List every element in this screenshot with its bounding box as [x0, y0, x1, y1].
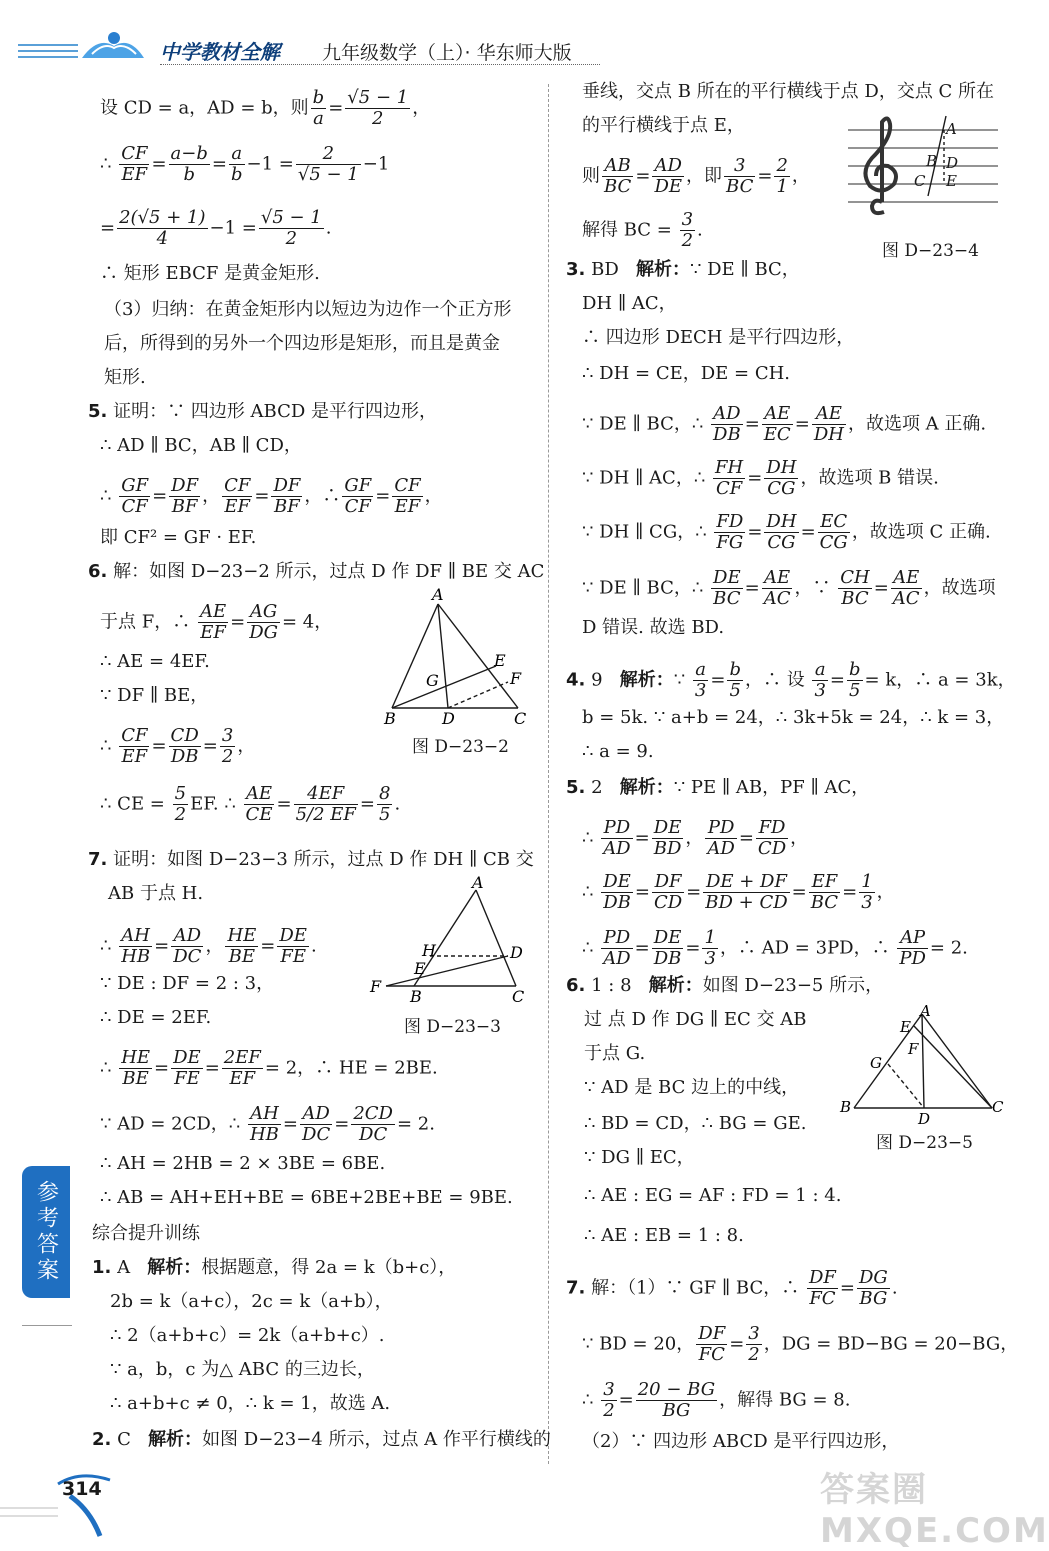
line: ∵ AD = 2CD，∴ $\frac{AH}{HB}$ = $\frac{AD}{DC}$ = $\frac{2CD}{DC}$ = 2. — [100, 1103, 435, 1145]
line: ∵ DH ∥ CG，∴ $\frac{FD}{FG}$ = $\frac{DH}{CG}$ = $\frac{EC}{CG}$ ，故选项 C 正确. — [582, 511, 991, 553]
svg-text:D: D — [442, 709, 455, 728]
line: ∵ DG ∥ EC， — [584, 1147, 695, 1168]
svg-text:F: F — [510, 669, 522, 688]
synthesis-2: 2. C 解析：如图 D−23−4 所示，过点 A 作平行横线的 — [92, 1429, 551, 1450]
svg-text:B: B — [410, 987, 422, 1006]
line: ∵ DF ∥ BE， — [100, 685, 209, 706]
column-divider — [548, 84, 549, 1464]
svg-text:C: C — [512, 987, 525, 1006]
synthesis-3: 3. BD 解析：∵ DE ∥ BC， — [566, 259, 800, 280]
line: ∵ DH ∥ AC，∴ $\frac{FH}{CF}$ = $\frac{DH}{CG}$ ，故选项 B 错误. — [582, 457, 939, 499]
line: 于点 G. — [584, 1043, 646, 1064]
line: ∴ 四边形 DECH 是平行四边形， — [582, 327, 855, 348]
series-title: 中学教材全解 — [160, 40, 280, 64]
svg-text:B: B — [384, 709, 396, 728]
svg-text:A: A — [920, 1002, 931, 1020]
line: ∴ $\frac{CF}{EF}$ = $\frac{CD}{DB}$ = $\frac{3}{2}$ ， — [100, 725, 256, 767]
line: ∴ $\frac{AH}{HB}$ = $\frac{AD}{DC}$ ， $\frac{HE}{BE}$ = $\frac{DE}{FE}$ . — [100, 925, 317, 967]
line: 设 CD = a，AD = b，则 $\frac{b}{a}$ = $\frac{√5 - 1}{2}$ ， — [100, 87, 431, 129]
line: ∴ a+b+c ≠ 0，∴ k = 1，故选 A. — [110, 1393, 391, 1414]
line: ∴ DH = CE，DE = CH. — [582, 363, 791, 384]
page-corner-decoration — [0, 1470, 120, 1536]
line: AB 于点 H. — [108, 883, 204, 904]
line: 后，所得到的另外一个四边形是矩形，而且是黄金 — [104, 333, 500, 354]
figure-d-23-5 — [838, 1002, 1008, 1128]
synthesis-4: 4. 9 解析：∵ $\frac{a}{3}$ = $\frac{b}{5}$ ，∴ 设 $\frac{a}{3}$ = $\frac{b}{5}$ = k，∴ a = 3k， — [566, 659, 1016, 701]
svg-text:F: F — [370, 977, 382, 996]
figure-caption: 图 D−23−2 — [412, 737, 509, 757]
figure-d-23-4 — [848, 112, 1000, 224]
line: 过 点 D 作 DG ∥ EC 交 AB — [584, 1009, 807, 1030]
line: ∴ $\frac{3}{2}$ = $\frac{20 - BG}{BG}$ ，解得 BG = 8. — [582, 1379, 851, 1421]
line: 2b = k（a+c），2c = k（a+b）， — [110, 1291, 393, 1312]
svg-text:A: A — [946, 120, 957, 138]
sidebar-tab-answers: 参考答案 — [22, 1166, 70, 1298]
line: ∴ $\frac{DE}{DB}$ = $\frac{DF}{CD}$ = $\frac{DE + DF}{BD + CD}$ = $\frac{EF}{BC}$ = $\frac{1}{3}$ ， — [582, 871, 895, 913]
line: ∴ CE = $\frac{5}{2}$ EF. ∴ $\frac{AE}{CE}$ = $\frac{4EF}{5/2 EF}$ = $\frac{8}{5}$ . — [100, 783, 401, 825]
synthesis-6: 6. 1 : 8 解析：如图 D−23−5 所示， — [566, 975, 884, 996]
svg-text:A: A — [472, 873, 484, 892]
page-header — [0, 0, 1014, 70]
line: 即 CF² = GF · EF. — [100, 527, 257, 548]
header-rule — [160, 64, 600, 65]
subject-title: 九年级数学（上）· 华东师大版 — [322, 42, 572, 64]
svg-text:E: E — [414, 959, 426, 978]
fraction: $\frac{b}{a}$ — [312, 87, 325, 129]
question-6: 6. 解：如图 D−23−2 所示，过点 D 作 DF ∥ BE 交 AC — [88, 561, 545, 582]
sidebar-rule — [22, 1325, 72, 1326]
svg-text:F: F — [908, 1040, 919, 1058]
line: ∵ DE : DF = 2 : 3， — [100, 973, 275, 994]
header-decoration — [18, 40, 78, 62]
page-number: 314 — [62, 1478, 102, 1500]
section-heading: 综合提升训练 — [92, 1223, 200, 1244]
question-5: 5. 证明：∵ 四边形 ABCD 是平行四边形， — [88, 401, 438, 422]
svg-text:E: E — [494, 651, 506, 670]
synthesis-1: 1. A 解析：根据题意，得 2a = k（b+c）， — [92, 1257, 457, 1278]
line: ∵ BD = 20， $\frac{DF}{FC}$ = $\frac{3}{2}$ ，DG = BD−BG = 20−BG， — [582, 1323, 1019, 1365]
figure-d-23-3 — [368, 873, 538, 1006]
line: ∴ a = 9. — [582, 741, 654, 762]
book-logo-icon — [78, 28, 148, 64]
svg-text:G: G — [870, 1054, 882, 1072]
line: ∴ AD ∥ BC，AB ∥ CD， — [100, 435, 302, 456]
line: （2）∵ 四边形 ABCD 是平行四边形， — [582, 1431, 900, 1452]
line: b = 5k. ∵ a+b = 24，∴ 3k+5k = 24，∴ k = 3， — [582, 707, 1005, 728]
line: 于点 F，∴ $\frac{AE}{EF}$ = $\frac{AG}{DG}$ = 4， — [100, 601, 333, 643]
figure-d-23-2 — [378, 586, 538, 726]
line: ∴ $\frac{GF}{CF}$ = $\frac{DF}{BF}$ ， $\frac{CF}{EF}$ = $\frac{DF}{BF}$ ，∴ $\frac{GF}{CF}$ = $\frac{CF}{EF}$ ， — [100, 475, 443, 517]
svg-text:B: B — [840, 1098, 852, 1116]
figure-caption: 图 D−23−4 — [882, 241, 979, 261]
line: ∵ DE ∥ BC，∴ $\frac{DE}{BC}$ = $\frac{AE}{AC}$ ，∵ $\frac{CH}{BC}$ = $\frac{AE}{AC}$ ，故选项 — [582, 567, 996, 609]
line: = $\frac{2(√5 + 1)}{4}$ −1 = $\frac{√5 - 1}{2}$ . — [100, 207, 332, 249]
svg-text:C: C — [992, 1098, 1004, 1116]
svg-text:D: D — [510, 943, 523, 962]
line: ∴ DE = 2EF. — [100, 1007, 212, 1028]
line: ∴ $\frac{PD}{AD}$ = $\frac{DE}{DB}$ = $\frac{1}{3}$ ，∴ AD = 3PD，∴ $\frac{AP}{PD}$ = 2. — [582, 927, 968, 969]
line: ∴ AE : EB = 1 : 8. — [584, 1225, 744, 1246]
line: ∴ AB = AH+EH+BE = 6BE+2BE+BE = 9BE. — [100, 1187, 513, 1208]
svg-text:C: C — [914, 172, 926, 190]
question-7: 7. 证明：如图 D−23−3 所示，过点 D 作 DH ∥ CB 交 — [88, 849, 534, 870]
watermark: 答案圈 MXQE.COM — [820, 1470, 1049, 1551]
line: ∵ AD 是 BC 边上的中线， — [584, 1077, 800, 1098]
figure-caption: 图 D−23−3 — [404, 1017, 501, 1037]
line: 的平行横线于点 E， — [582, 115, 745, 136]
svg-text:D: D — [918, 1110, 931, 1128]
line: （3）归纳：在黄金矩形内以短边为边作一个正方形 — [104, 299, 512, 320]
line: ∴ 矩形 EBCF 是黄金矩形. — [100, 263, 320, 284]
line: ∴ 2（a+b+c）= 2k（a+b+c）. — [110, 1325, 385, 1346]
line: ∴ BD = CD，∴ BG = GE. — [584, 1113, 807, 1134]
line: ∵ DE ∥ BC，∴ $\frac{AD}{DB}$ = $\frac{AE}{EC}$ = $\frac{AE}{DH}$ ，故选项 A 正确. — [582, 403, 987, 445]
line: 矩形. — [104, 367, 146, 388]
svg-text:C: C — [514, 709, 527, 728]
line: 则 $\frac{AB}{BC}$ = $\frac{AD}{DE}$ ，即 $\frac{3}{BC}$ = $\frac{2}{1}$ ， — [582, 155, 810, 197]
line: D 错误. 故选 BD. — [582, 617, 725, 638]
svg-text:G: G — [426, 671, 439, 690]
svg-text:B: B — [926, 152, 938, 170]
line: ∵ a，b，c 为△ ABC 的三边长， — [110, 1359, 375, 1380]
line: ∴ AE : EG = AF : FD = 1 : 4. — [584, 1185, 842, 1206]
line: ∴ $\frac{PD}{AD}$ = $\frac{DE}{BD}$ ， $\frac{PD}{AD}$ = $\frac{FD}{CD}$ ， — [582, 817, 809, 859]
line: ∴ $\frac{CF}{EF}$ = $\frac{a-b}{b}$ = $\frac{a}{b}$ −1 = $\frac{2}{√5 - 1}$ −1 — [100, 143, 390, 185]
line: ∴ AH = 2HB = 2 × 3BE = 6BE. — [100, 1153, 386, 1174]
synthesis-7: 7. 解：（1）∵ GF ∥ BC，∴ $\frac{DF}{FC}$ = $\frac{DG}{BG}$ . — [566, 1267, 898, 1309]
svg-text:E: E — [900, 1018, 911, 1036]
fraction: $\frac{√5 - 1}{2}$ — [347, 87, 409, 129]
svg-text:D: D — [946, 154, 959, 172]
svg-text:A: A — [432, 585, 444, 604]
line: DH ∥ AC， — [582, 293, 677, 314]
figure-caption: 图 D−23−5 — [876, 1133, 973, 1153]
synthesis-5: 5. 2 解析：∵ PE ∥ AB，PF ∥ AC， — [566, 777, 870, 798]
svg-text:E: E — [946, 172, 957, 190]
line: ∴ $\frac{HE}{BE}$ = $\frac{DE}{FE}$ = $\frac{2EF}{EF}$ = 2，∴ HE = 2BE. — [100, 1047, 438, 1089]
line: ∴ AE = 4EF. — [100, 651, 210, 672]
svg-text:H: H — [422, 941, 436, 960]
line: 垂线，交点 B 所在的平行横线于点 D，交点 C 所在 — [582, 81, 995, 102]
line: 解得 BC = $\frac{3}{2}$ . — [582, 209, 703, 251]
